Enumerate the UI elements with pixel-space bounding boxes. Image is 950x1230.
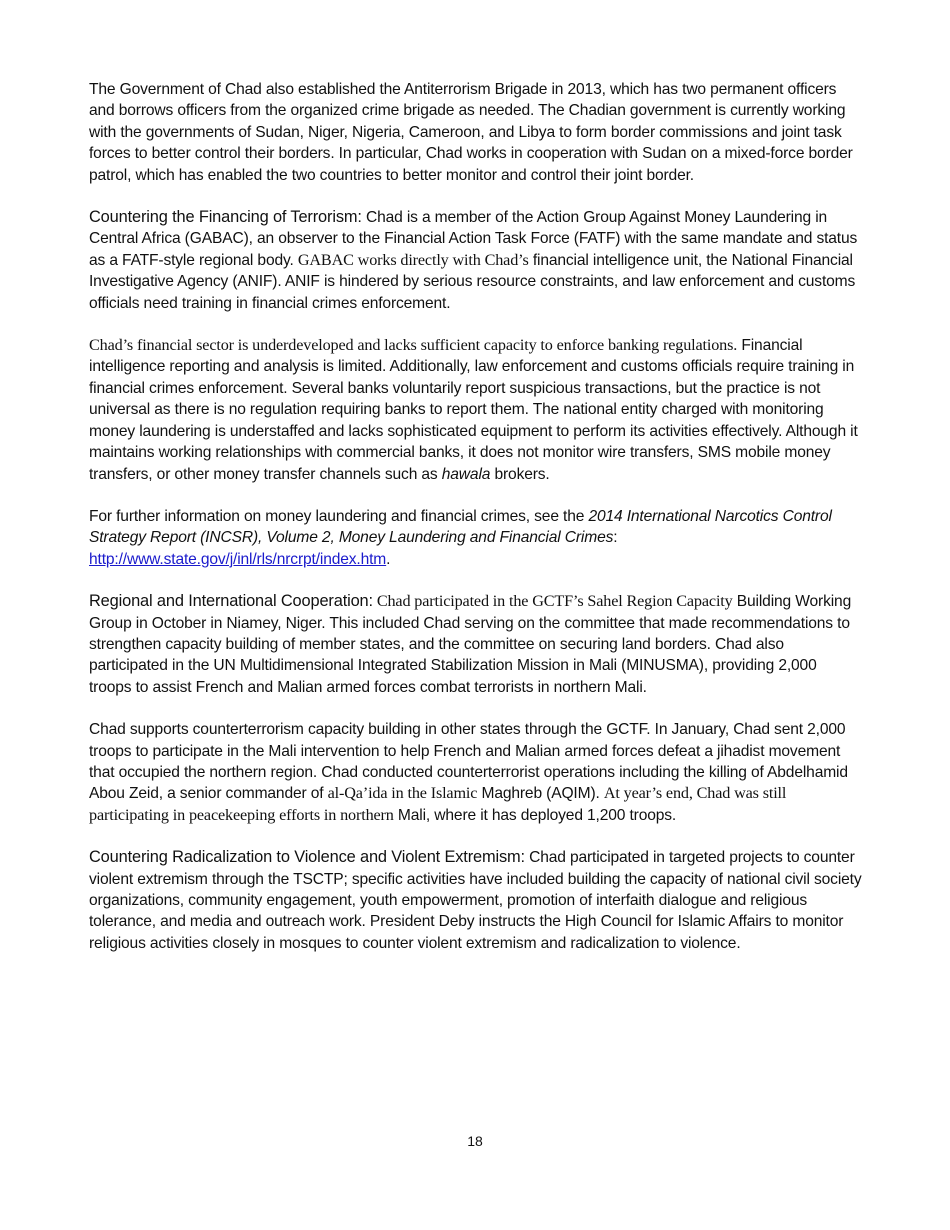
- incsr-report-link[interactable]: http://www.state.gov/j/inl/rls/nrcrpt/index.htm: [89, 550, 387, 568]
- section-heading-financing: Countering the Financing of Terrorism:: [89, 208, 362, 227]
- paragraph-antiterrorism-brigade: [89, 79, 863, 186]
- paragraph-text-serif: At year’s end, Chad was still participating in peacekeeping efforts in northern: [89, 784, 787, 824]
- paragraph-text: Building Working Group in October in Niamey, Niger. This included Chad serving on the committee that made recommendations to strengthen capacity building of member states, and the committee on securing land borders. Chad also participated in the UN Multidimensional Integrated Stabilization Mission in Mali (MINUSMA), providing 2,000 troops to assist French and Malian armed forces combat terrorists in northern Mali.: [89, 593, 852, 696]
- section-heading-regional-cooperation: Regional and International Cooperation:: [89, 592, 373, 611]
- paragraph-further-information: [89, 506, 863, 570]
- paragraph-text: Chad participated in targeted projects to counter violent extremism through the TSCTP; specific activities have included building the capacity of national civil society organizations, community engagement, youth empowerment, promotion of interfaith dialogue and religious tolerance, and media and outreach work. President Deby instructs the High Council for Islamic Affairs to monitor religious activities closely in mosques to counter violent extremism and radicalization to violence.: [89, 849, 862, 952]
- paragraph-text: brokers.: [490, 465, 550, 483]
- paragraph-text: The Government of Chad also established the Antiterrorism Brigade in 2013, which has two permanent officers and borrows officers from the organized crime brigade as needed. The Chadian government is currently working with the governments of Sudan, Niger, Nigeria, Cameroon, and Libya to form border commissions and joint task forces to better control their borders. In particular, Chad works in cooperation with Sudan on a mixed-force border patrol, which has enabled the two countries to better monitor and control their joint border.: [89, 81, 853, 184]
- document-body: [89, 79, 863, 975]
- paragraph-capacity-building: [89, 719, 863, 826]
- paragraph-text-serif: al-Qa’ida in the Islamic: [327, 784, 478, 803]
- paragraph-text: Maghreb (AQIM).: [477, 785, 604, 803]
- page-number: 18: [467, 1133, 483, 1149]
- paragraph-text: For further information on money laundering and financial crimes, see the: [89, 507, 589, 525]
- paragraph-text-serif: Chad’s financial sector is underdeveloped and lacks sufficient capacity to enforce banking regulations.: [89, 336, 738, 355]
- paragraph-text: Chad supports counterterrorism capacity building in other states through the GCTF. In January, Chad sent 2,000 troops to participate in the Mali intervention to help French and Malian armed forces defeat a jihadist movement that occupied the northern region. Chad conducted counterterrorist operations including the killing of Abdelhamid Abou Zeid, a senior commander of: [89, 721, 848, 803]
- paragraph-financial-sector: [89, 335, 863, 485]
- paragraph-text: Chad is a member of the Action Group Against Money Laundering in Central Africa (GABAC), an observer to the Financial Action Task Force (FATF) with the same mandate and status as a FATF-style regional body.: [89, 209, 858, 269]
- paragraph-text: :: [613, 529, 618, 547]
- paragraph-text-serif: GABAC works directly with Chad’s: [297, 250, 529, 269]
- paragraph-countering-financing: [89, 207, 863, 314]
- paragraph-regional-cooperation: [89, 591, 863, 698]
- paragraph-text: Mali, where it has deployed 1,200 troops.: [393, 806, 677, 824]
- paragraph-countering-radicalization: [89, 847, 863, 954]
- paragraph-text: Financial intelligence reporting and analysis is limited. Additionally, law enforcement and customs officials require training in financial crimes enforcement. Several banks voluntarily report suspicious transactions, but the practice is not universal as there is no regulation requiring banks to report them. The national entity charged with monitoring money laundering is understaffed and lacks sophisticated equipment to perform its activities effectively. Although it maintains working relationships with commercial banks, it does not monitor wire transfers, SMS mobile money transfers, or other money transfer channels such as: [89, 337, 858, 483]
- paragraph-italic-term: hawala: [441, 465, 491, 483]
- paragraph-text: financial intelligence unit, the National Financial Investigative Agency (ANIF). ANIF is hindered by serious resource constraints, and law enforcement and customs officials need training in financial crimes enforcement.: [89, 251, 856, 312]
- section-heading-radicalization: Countering Radicalization to Violence and Violent Extremism:: [89, 848, 525, 867]
- paragraph-text: .: [386, 550, 391, 568]
- paragraph-text-serif: Chad participated in the GCTF’s Sahel Region Capacity: [372, 592, 733, 611]
- report-title-italic: 2014 International Narcotics Control Strategy Report (INCSR), Volume 2, Money Laundering and Financial Crimes: [89, 507, 832, 547]
